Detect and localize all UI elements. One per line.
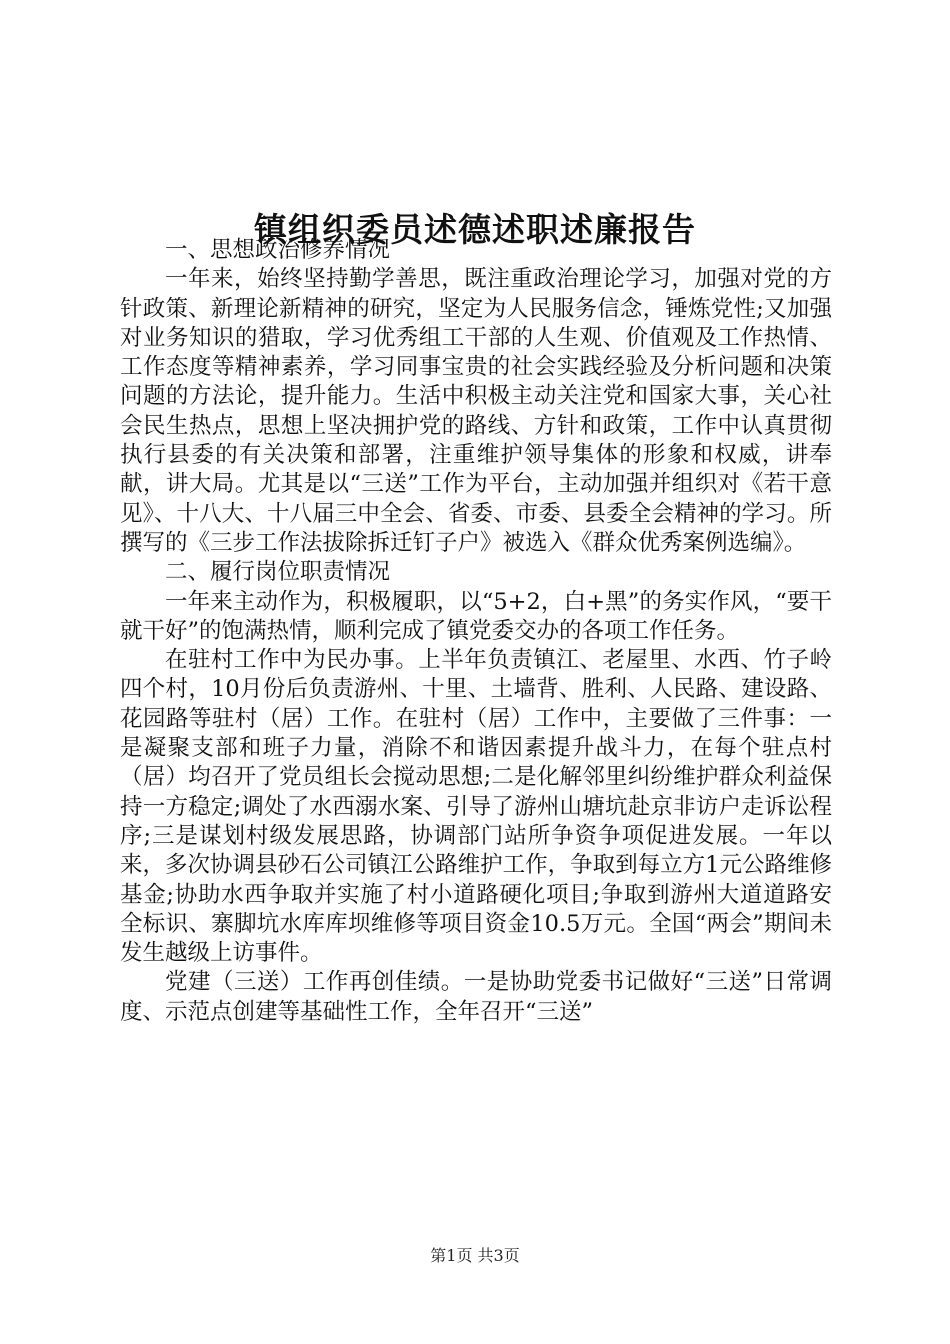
document-title: 镇组织委员述德述职述廉报告	[254, 210, 696, 250]
paragraph: 党建（三送）工作再创佳绩。一是协助党委书记做好“三送”日常调度、示范点创建等基础性工作，全年召开“三送”	[120, 969, 832, 1025]
page-number-footer: 第1页 共3页	[430, 1246, 520, 1265]
paragraph: 在驻村工作中为民办事。上半年负责镇江、老屋里、水西、竹子岭四个村，10月份后负责游州、十里、土墙背、胜利、人民路、建设路、花园路等驻村（居）工作。在驻村（居）工作中，主要做了三件事：一是凝聚支部和班子力量，消除不和谐因素提升战斗力，在每个驻点村（居）均召开了党员组长会搅动思想;二是化解邻里纠纷维护群众利益保持一方稳定;调处了水西溺水案、引导了游州山塘坑赴京非访户走诉讼程序;三是谋划村级发展思路，协调部门站所争资争项促进发展。一年以来，多次协调县砂石公司镇江公路维护工作，争取到每立方1元公路维修基金;协助水西争取并实施了村小道路硬化项目;争取到游州大道道路安全标识、寨脚坑水库库坝维修等项目资金10.5万元。全国“两会”期间未发生越级上访事件。	[120, 647, 832, 967]
section-heading: 一、思想政治修养情况	[165, 237, 391, 263]
paragraph: 一年来主动作为，积极履职，以“5+2，白+黑”的务实作风，“要干就干好”的饱满热情，顺利完成了镇党委交办的各项工作任务。	[120, 588, 832, 644]
section-heading: 二、履行岗位职责情况	[165, 559, 391, 586]
document-body	[120, 236, 832, 1027]
paragraph: 一年来，始终坚持勤学善思，既注重政治理论学习，加强对党的方针政策、新理论新精神的研究，坚定为人民服务信念，锤炼党性;又加强对业务知识的猎取，学习优秀组工干部的人生观、价值观及工作热情、工作态度等精神素养，学习同事宝贵的社会实践经验及分析问题和决策问题的方法论，提升能力。生活中积极主动关注党和国家大事，关心社会民生热点，思想上坚决拥护党的路线、方针和政策，工作中认真贯彻执行县委的有关决策和部署，注重维护领导集体的形象和权威，讲奉献，讲大局。尤其是以“三送”工作为平台，主动加强并组织对《若干意见》、十八大、十八届三中全会、省委、市委、县委全会精神的学习。所撰写的《三步工作法拔除拆迁钉子户》被选入《群众优秀案例选编》。	[120, 266, 832, 556]
